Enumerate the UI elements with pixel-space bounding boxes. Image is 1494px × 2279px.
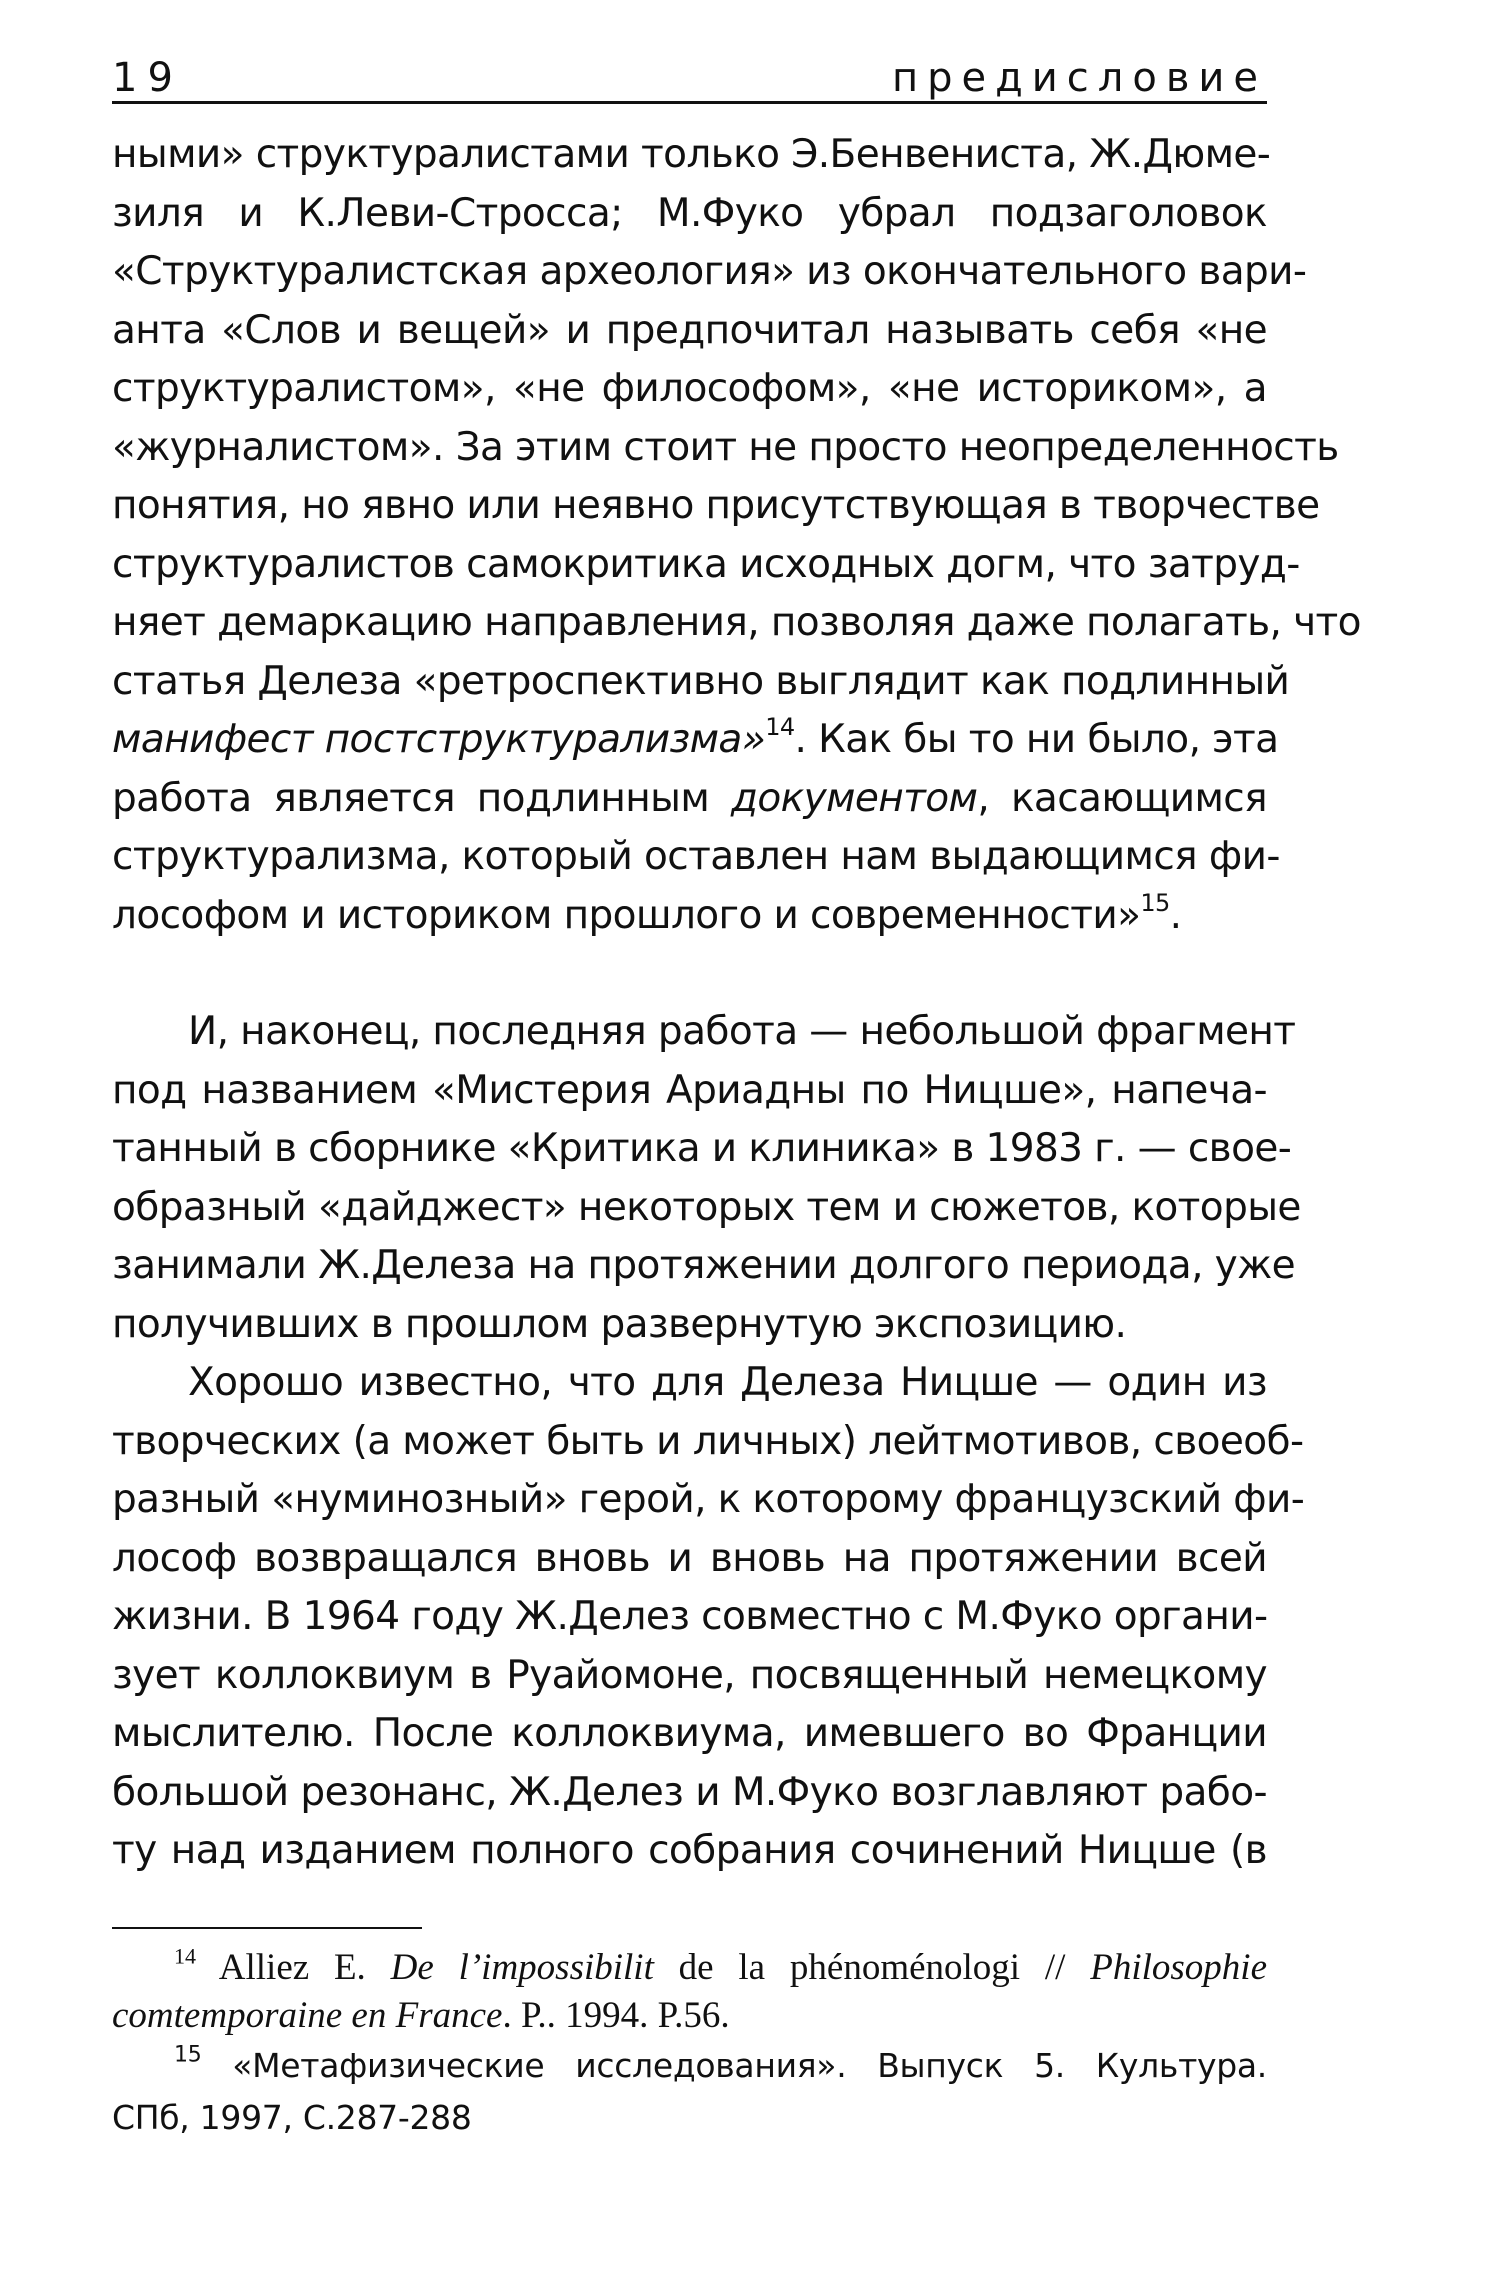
italic-title: De l’impossibilit [390, 1947, 654, 1988]
running-head [112, 50, 1267, 106]
italic-journal: Philosophie [1090, 1947, 1268, 1988]
footnote-15-cont: СПб, 1997, С.287-288 [112, 2098, 472, 2137]
text-run: Alliez E. [196, 1947, 391, 1988]
text-line: структурализма, который оставлен нам выдающимся фи- [112, 834, 1280, 879]
italic-word: документом [730, 775, 978, 821]
text-run: «Метафизические исследования». Выпуск 5. Культура. [201, 2046, 1267, 2085]
text-line: получивших в прошлом развернутую экспозицию. [112, 1301, 1127, 1347]
text-line: большой резонанс, Ж.Делез и М.Фуко возглавляют рабо- [112, 1769, 1267, 1815]
text-line: анта «Слов и вещей» и предпочитал называть себя «не [112, 307, 1267, 353]
footnote-14 [112, 1944, 1267, 1992]
text-line: няет демаркацию направления, позволяя даже полагать, что [112, 600, 1361, 645]
text-line: «журналистом». За этим стоит не просто неопределенность [112, 424, 1339, 470]
text-run: , касающимся [977, 775, 1267, 821]
text-line: статья Делеза «ретроспективно выглядит как подлинный [112, 658, 1290, 704]
text-run: de la phénoménologi // [653, 1947, 1091, 1988]
text-line: танный в сборнике «Критика и клиника» в 1983 г. — свое- [112, 1126, 1292, 1171]
text-line: образный «дайджест» некоторых тем и сюжетов, которые [112, 1184, 1301, 1230]
text-run: . P.. 1994. P.56. [502, 1995, 730, 2036]
text-run: лософом и историком прошлого и современности» [112, 892, 1141, 938]
page-number: 19 [112, 55, 183, 101]
text-line: Хорошо известно, что для Делеза Ницше — один из [188, 1360, 1267, 1405]
footnote-15 [112, 2040, 1267, 2092]
text-line: под названием «Мистерия Ариадны по Ницше», напеча- [112, 1067, 1267, 1113]
footnotes [112, 1944, 1267, 2144]
text-line: разный «нуминозный» герой, к которому французский фи- [112, 1477, 1305, 1522]
text-line: И, наконец, последняя работа — небольшой фрагмент [188, 1009, 1296, 1054]
text-line: зует коллоквиум в Руайомоне, посвященный немецкому [112, 1652, 1267, 1698]
paragraph-3 [112, 1354, 1305, 1881]
text-run: работа является подлинным [112, 775, 731, 821]
italic-phrase: манифест постструктурализма» [112, 717, 766, 762]
text-line: жизни. В 1964 году Ж.Делез совместно с М.Фуко органи- [112, 1594, 1268, 1639]
text-line: понятия, но явно или неявно присутствующая в творчестве [112, 483, 1320, 528]
footnote-14-cont [112, 1992, 1267, 2040]
text-line: структуралистов самокритика исходных догм, что затруд- [112, 541, 1300, 587]
text-line: ту над изданием полного собрания сочинений Ницше (в [112, 1828, 1267, 1873]
paragraph-2 [112, 1003, 1301, 1354]
footnote-separator [112, 1927, 422, 1929]
text-run: . [1169, 892, 1182, 938]
text-line: ными» структуралистами только Э.Бенвениста, Ж.Дюме- [112, 132, 1271, 177]
footnote-number: 15 [174, 2042, 202, 2068]
text-run: . Как бы то ни было, эта [794, 717, 1279, 762]
text-line: мыслителю. После коллоквиума, имевшего во Франции [112, 1711, 1267, 1756]
footnote-number: 14 [174, 1943, 196, 1969]
section-title: предисловие [891, 55, 1267, 101]
text-line: лософ возвращался вновь и вновь на протяжении всей [112, 1535, 1267, 1581]
text-line: творческих (а может быть и личных) лейтмотивов, своеоб- [112, 1418, 1304, 1464]
header-rule [112, 101, 1267, 104]
text-line: зиля и К.Леви-Стросса; М.Фуко убрал подзаголовок [112, 190, 1267, 236]
text-line: «Структуралистская археология» из окончательного вари- [112, 249, 1307, 294]
text-line [112, 711, 1279, 770]
text-line: структуралистом», «не философом», «не историком», а [112, 366, 1267, 411]
paragraph-gap [112, 945, 1267, 1003]
body-text [112, 126, 1361, 1881]
text-line [112, 887, 1267, 946]
footnote-ref-14[interactable]: 14 [765, 713, 795, 742]
text-line: занимали Ж.Делеза на протяжении долгого периода, уже [112, 1243, 1296, 1288]
footnote-ref-15[interactable]: 15 [1140, 888, 1170, 917]
italic-journal: comtemporaine en France [112, 1995, 503, 2036]
text-line [112, 770, 1267, 829]
paragraph-1 [112, 126, 1361, 945]
